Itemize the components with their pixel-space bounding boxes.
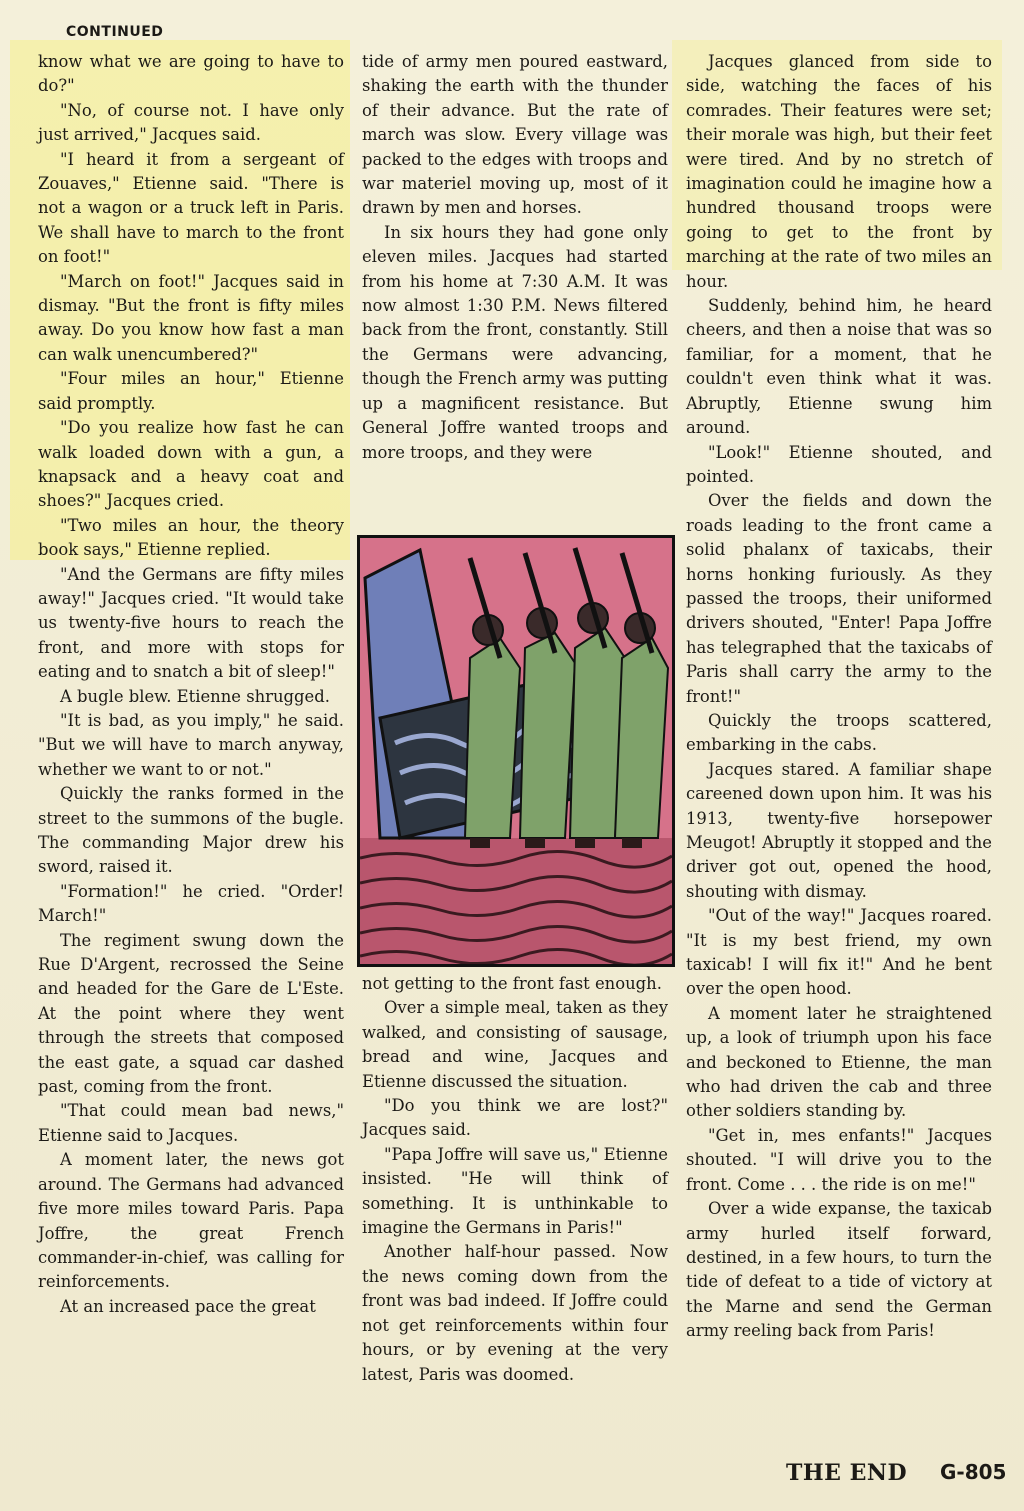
paragraph: A moment later he straightened up, a look of triumph upon his face and beckoned to Etienne, the man who had driven the cab and three other soldiers standing by. [686,1003,992,1121]
text-column-2-top [362,50,668,465]
paragraph: A bugle blew. Etienne shrugged. [60,686,330,706]
paragraph: "Get in, mes enfants!" Jacques shouted. "I will drive you to the front. Come . . . the ride is on me!" [686,1125,992,1194]
paragraph: Jacques stared. A familiar shape careened down upon him. It was his 1913, twenty-five horsepower Meugot! Abruptly it stopped and the driver got out, opened the hood, shouting with dismay. [686,759,992,901]
paragraph: "Four miles an hour," Etienne said promptly. [38,369,344,413]
page-code: G-805 [940,1460,1007,1484]
paragraph: In six hours they had gone only eleven miles. Jacques had started from his home at 7:30 A.M. It was now almost 1:30 P.M. News filtered back from the front, constantly. Still the Germans were advancing, though the French army was putting up a magnificent resistance. But General Joffre wanted troops and more troops, and they were [362,222,668,462]
paragraph: "That could mean bad news," Etienne said to Jacques. [38,1101,344,1145]
paragraph: Over a simple meal, taken as they walked, and consisting of sausage, bread and wine, Jacques and Etienne discussed the situation. [362,998,668,1091]
paragraph: "Do you realize how fast he can walk loaded down with a gun, a knapsack and a heavy coat and shoes?" Jacques cried. [38,418,344,511]
paragraph: "And the Germans are fifty miles away!" Jacques cried. "It would take us twenty-five hours to reach the front, and more with stops for eating and to snatch a bit of sleep!" [38,564,344,682]
paragraph: "Two miles an hour, the theory book says," Etienne replied. [38,515,344,560]
continued-header: CONTINUED [66,24,164,40]
paragraph: "Papa Joffre will save us," Etienne insisted. "He will think of something. It is unthinkable to imagine the Germans in Paris!" [362,1144,668,1238]
paragraph: At an increased pace the great [60,1296,316,1316]
paragraph: "It is bad, as you imply," he said. "But we will have to march anyway, whether we want to or not." [38,710,344,779]
paragraph: Jacques glanced from side to side, watching the faces of his comrades. Their features were set; their morale was high, but their feet were tired. And by no stretch of imagination could he imagine how a hundred thousand troops were going to get to the front by marching at the rate of two miles an hour. [686,52,992,291]
paragraph: "March on foot!" Jacques said in dismay. "But the front is fifty miles away. Do you know how fast a man can walk unencumbered?" [38,271,344,364]
paragraph: "Look!" Etienne shouted, and pointed. [686,442,992,486]
text-column-2-bottom [362,972,668,1387]
paragraph: not getting to the front fast enough. [362,974,662,993]
paragraph: Suddenly, behind him, he heard cheers, and then a noise that was so familiar, for a moment, that he couldn't even think what it was. Abruptly, Etienne swung him around. [686,296,992,438]
paragraph: "No, of course not. I have only just arrived," Jacques said. [38,100,344,145]
illustration-marching-soldiers [357,535,675,967]
paragraph: "Formation!" he cried. "Order! March!" [38,881,344,926]
paragraph: "Do you think we are lost?" Jacques said. [362,1096,668,1140]
the-end-label: THE END [786,1460,908,1486]
paragraph: tide of army men poured eastward, shaking the earth with the thunder of their advance. But the rate of march was slow. Every village was packed to the edges with troops and war materiel moving up, most of it drawn by men and horses. [362,52,668,218]
paragraph: Another half-hour passed. Now the news coming down from the front was bad indeed. If Joffre could not get reinforcements within four hours, or by evening at the very latest, Paris was doomed. [362,1242,668,1384]
paragraph: A moment later, the news got around. The Germans had advanced five more miles toward Paris. Papa Joffre, the great French commander-in-chief, was calling for reinforcements. [38,1150,344,1292]
paragraph: Quickly the troops scattered, embarking in the cabs. [686,710,992,755]
text-column-3 [686,50,992,1344]
paragraph: Over a wide expanse, the taxicab army hurled itself forward, destined, in a few hours, to turn the tide of defeat to a tide of victory at the Marne and send the German army reeling back from Paris! [686,1199,992,1341]
paragraph: The regiment swung down the Rue D'Argent, recrossed the Seine and headed for the Gare de L'Este. At the point where they went through the streets that composed the east gate, a squad car dashed past, coming from the front. [38,930,344,1097]
paragraph: Quickly the ranks formed in the street to the summons of the bugle. The commanding Major drew his sword, raised it. [38,784,344,877]
paragraph: "I heard it from a sergeant of Zouaves," Etienne said. "There is not a wagon or a truck left in Paris. We shall have to march to the front on foot!" [38,149,344,267]
paragraph: know what we are going to have to do?" [38,52,344,96]
paragraph: Over the fields and down the roads leading to the front came a solid phalanx of taxicabs, their horns honking furiously. As they passed the troops, their uniformed drivers shouted, "Enter! Papa Joffre has telegraphed that the taxicabs of Paris shall carry the army to the front!" [686,491,992,706]
paragraph: "Out of the way!" Jacques roared. "It is my best friend, my own taxicab! I will fix it!" And he bent over the open hood. [686,906,992,999]
text-column-1 [38,50,344,1319]
illustration-svg [360,538,672,964]
